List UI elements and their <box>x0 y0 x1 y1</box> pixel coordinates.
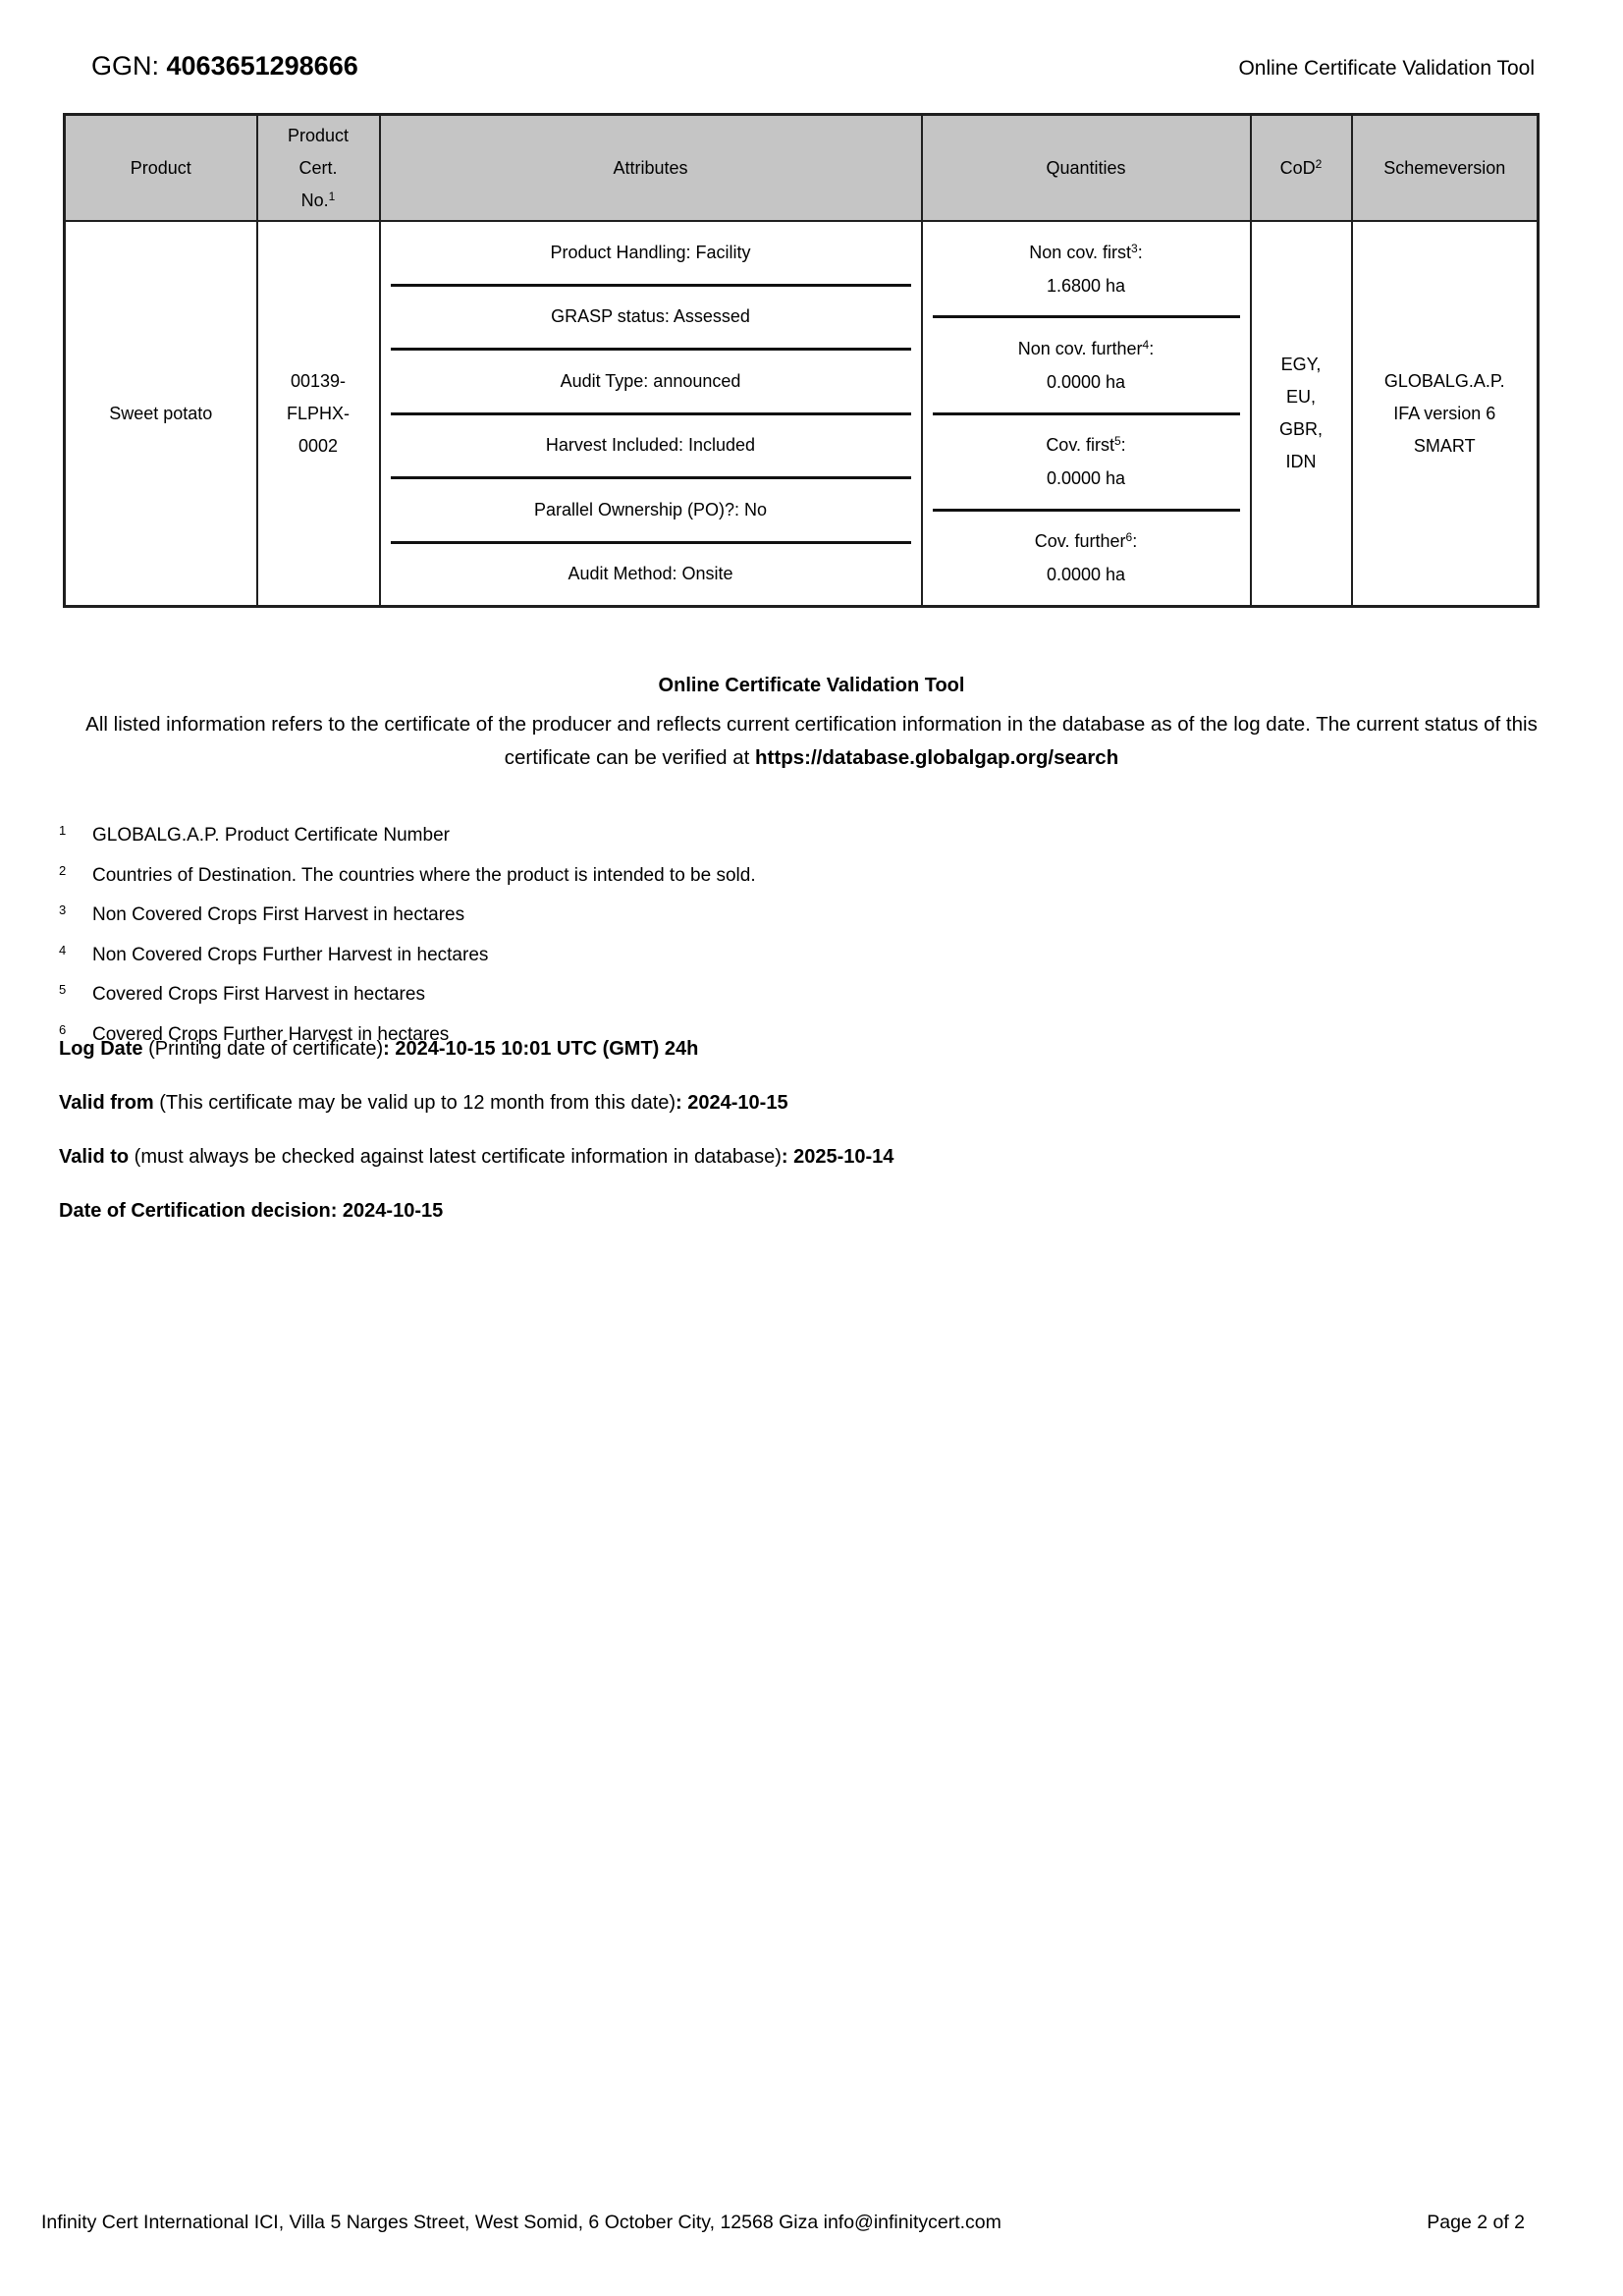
scheme-line: GLOBALG.A.P. <box>1383 370 1505 391</box>
footnote-ref-3: 3 <box>1131 241 1138 255</box>
col-header-attributes: Attributes <box>380 115 922 222</box>
cell-schemeversion <box>1352 221 1539 607</box>
footnote-number: 6 <box>59 1021 67 1037</box>
cod-line: IDN <box>1285 452 1317 471</box>
cert-no-line: FLPHX- <box>286 403 350 423</box>
table-header-row <box>65 115 1539 222</box>
footnote-number: 3 <box>59 902 67 917</box>
cell-quantities <box>922 221 1251 607</box>
footnote-number: 4 <box>59 942 67 957</box>
col-header-quantities: Quantities <box>922 115 1251 222</box>
cell-attributes <box>380 221 922 607</box>
quantity-item: Cov. further$^6$: 0.0000 ha <box>923 512 1250 605</box>
footnote <box>59 897 1564 929</box>
footnote-text: GLOBALG.A.P. Product Certificate Number <box>92 825 450 846</box>
footnote-text: Covered Crops Further Harvest in hectares <box>92 1023 450 1045</box>
footnote-ref-2: 2 <box>1315 156 1323 171</box>
cell-product: Sweet potato <box>65 221 257 607</box>
log-date-line: Log Date (Printing date of certificate): 2024-10-15 10:01 UTC (GMT) 24h <box>59 1038 699 1060</box>
col-header-cert-no: Product Cert. No.$^1$ <box>257 115 380 222</box>
cell-cert-no <box>257 221 380 607</box>
cod-line: EGY, <box>1280 355 1322 374</box>
quantity-value: 0.0000 ha <box>1046 468 1126 489</box>
footnote-number: 2 <box>59 862 67 878</box>
cod-line: EU, <box>1285 387 1316 407</box>
footnote <box>59 937 1564 969</box>
attribute-item: Audit Method: Onsite <box>568 564 733 584</box>
footer-address: Infinity Cert International ICI, Villa 5 Narges Street, West Somid, 6 October City, 12568 Giza info@infinitycert.com <box>41 2212 1001 2233</box>
quantity-item: Non cov. first$^3$: 1.6800 ha <box>923 222 1250 315</box>
footnote <box>59 857 1564 890</box>
footnote <box>59 976 1564 1009</box>
footnote-ref-1: 1 <box>328 189 336 203</box>
scheme-line: SMART <box>1413 435 1476 456</box>
footnote-text: Non Covered Crops Further Harvest in hectares <box>92 944 489 965</box>
info-section <box>0 669 1623 774</box>
footnote-text: Countries of Destination. The countries where the product is intended to be sold. <box>92 864 756 886</box>
footnote-text: Non Covered Crops First Harvest in hectares <box>92 904 465 925</box>
info-title: Online Certificate Validation Tool <box>658 675 965 696</box>
ggn-value: 4063651298666 <box>166 51 358 81</box>
footnote-ref-6: 6 <box>1125 530 1133 545</box>
attribute-item: Parallel Ownership (PO)?: No <box>533 499 768 519</box>
cert-no-line: 0002 <box>298 435 339 456</box>
ggn-label: GGN: <box>91 51 167 81</box>
cell-cod <box>1251 221 1352 607</box>
attribute-item: Product Handling: Facility <box>550 242 751 262</box>
quantity-value: 0.0000 ha <box>1046 565 1126 585</box>
info-body-text: All listed information refers to the certificate of the producer and reflects current certification information in the database as of the log date. The current status of this certificate can be verified at <box>85 713 1538 769</box>
ggn-line <box>91 51 358 82</box>
attribute-item: Audit Type: announced <box>560 370 741 391</box>
cod-line: GBR, <box>1278 419 1323 439</box>
footnote-number: 5 <box>59 982 67 997</box>
col-header-product: Product <box>65 115 257 222</box>
footnote-ref-5: 5 <box>1113 434 1121 449</box>
footnote-ref-4: 4 <box>1142 337 1150 352</box>
scheme-line: IFA version 6 <box>1393 403 1496 423</box>
page-footer <box>41 2212 1525 2234</box>
page-number: Page 2 of 2 <box>1427 2212 1525 2233</box>
certificate-table <box>63 113 1540 608</box>
attribute-item: GRASP status: Assessed <box>551 306 750 327</box>
col-header-schemeversion: Schemeversion <box>1352 115 1539 222</box>
footnote-number: 1 <box>59 823 67 838</box>
col-header-cod: CoD$^2$ <box>1251 115 1352 222</box>
valid-from-line: Valid from (This certificate may be valid up to 12 month from this date): 2024-10-15 <box>59 1092 788 1114</box>
quantity-item: Non cov. further$^4$: 0.0000 ha <box>923 318 1250 411</box>
page-header <box>91 51 1535 82</box>
quantity-value: 1.6800 ha <box>1046 275 1126 296</box>
date-lines <box>59 1034 1564 1250</box>
footnote-text: Covered Crops First Harvest in hectares <box>92 984 425 1005</box>
footnote <box>59 817 1564 849</box>
tool-title-top: Online Certificate Validation Tool <box>1238 57 1535 80</box>
quantity-item: Cov. first$^5$: 0.0000 ha <box>923 415 1250 509</box>
attribute-item: Harvest Included: Included <box>545 435 756 456</box>
cert-no-line: 00139- <box>290 370 347 391</box>
info-body <box>0 708 1623 774</box>
valid-to-line: Valid to (must always be checked against latest certificate information in database): 2025-10-14 <box>59 1146 894 1168</box>
table-row <box>65 221 1539 607</box>
footnotes <box>59 817 1564 1056</box>
certification-decision-line: Date of Certification decision: 2024-10-15 <box>59 1200 444 1222</box>
database-search-url: https://database.globalgap.org/search <box>755 745 1119 769</box>
quantity-value: 0.0000 ha <box>1046 371 1126 392</box>
